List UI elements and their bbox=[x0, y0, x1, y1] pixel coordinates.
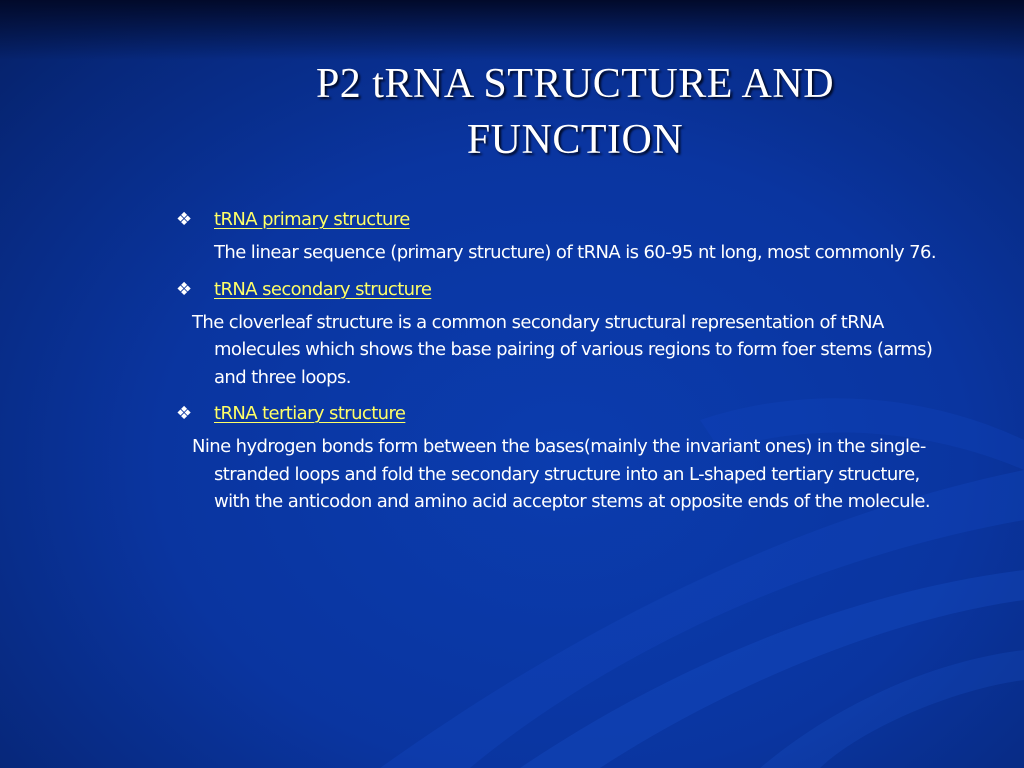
diamond-bullet-icon: ❖ bbox=[176, 209, 192, 230]
link-trna-secondary-structure[interactable]: tRNA secondary structure bbox=[214, 278, 432, 300]
bullet-tertiary-structure bbox=[176, 399, 956, 429]
bullet-secondary-structure bbox=[176, 275, 956, 305]
diamond-bullet-icon: ❖ bbox=[176, 278, 192, 300]
diamond-bullet-icon: ❖ bbox=[176, 403, 192, 424]
link-trna-primary-structure[interactable]: tRNA primary structure bbox=[214, 209, 410, 230]
primary-structure-text: The linear sequence (primary structure) of tRNA is 60-95 nt long, most commonly 76. bbox=[214, 242, 936, 263]
slide-title: P2 tRNA STRUCTURE AND FUNCTION bbox=[315, 61, 835, 163]
link-trna-tertiary-structure[interactable]: tRNA tertiary structure bbox=[214, 403, 406, 424]
bullet-primary-structure bbox=[176, 205, 956, 235]
tertiary-structure-text: Nine hydrogen bonds form between the bases(mainly the invariant ones) in the single-stranded loops and fold the secondary structure into an L-shaped tertiary structure, with the anticodon and amino acid acceptor stems at opposite ends of the molecule. bbox=[192, 436, 930, 512]
secondary-structure-text: The cloverleaf structure is a common secondary structural representation of tRNA molecules which shows the base pairing of various regions to form foer stems (arms) and three loops. bbox=[192, 311, 933, 388]
slide-content bbox=[176, 205, 956, 524]
